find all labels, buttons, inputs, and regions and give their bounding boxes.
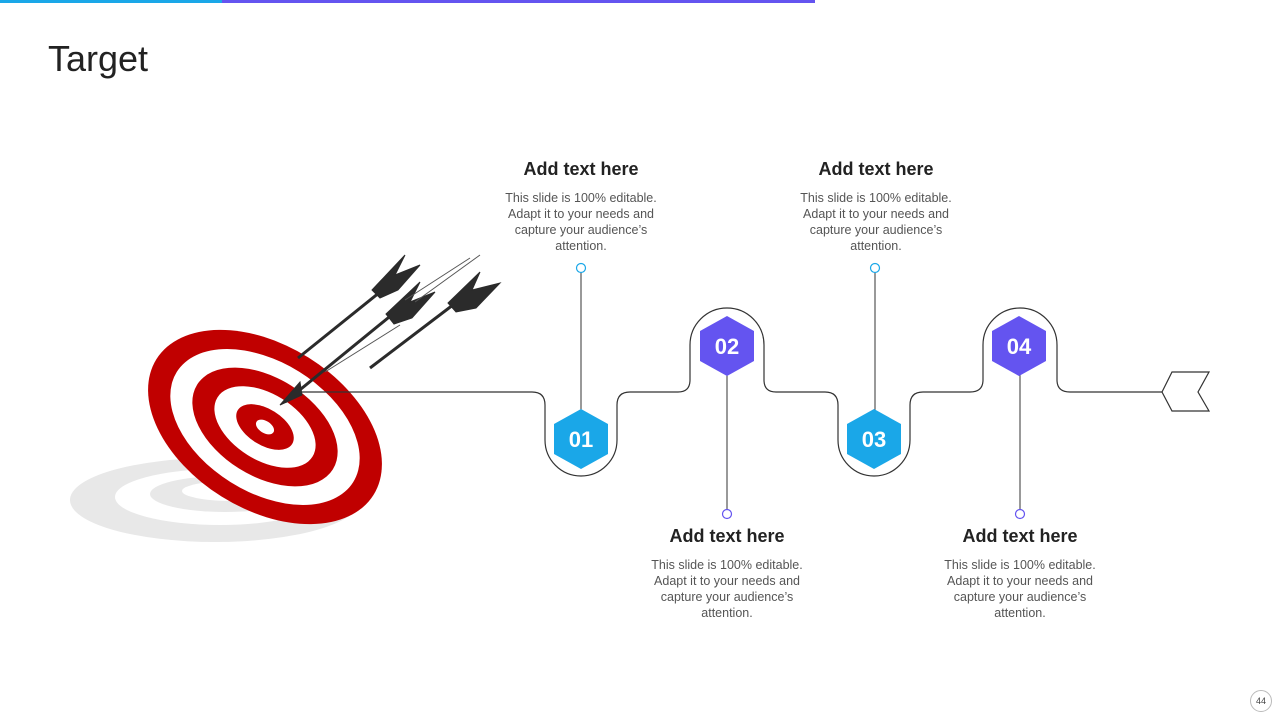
page-number: 44 <box>1250 690 1272 712</box>
step-number-02: 02 <box>714 334 740 359</box>
step-heading-04: Add text here <box>962 526 1078 546</box>
connector-dot-02 <box>723 510 732 519</box>
flag-icon <box>1162 372 1209 411</box>
step-body-01: This slide is 100% editable. Adapt it to your needs and capture your audience’s attention. <box>505 191 657 253</box>
step-number-01: 01 <box>568 427 594 452</box>
step-heading-03: Add text here <box>818 159 934 179</box>
connector-dot-03 <box>871 264 880 273</box>
step-heading-01: Add text here <box>523 159 639 179</box>
step-hexagon-02 <box>700 316 754 376</box>
step-text-03 <box>791 159 961 254</box>
step-text-04 <box>935 526 1105 621</box>
connector-dot-01 <box>577 264 586 273</box>
step-text-01 <box>496 159 666 254</box>
step-heading-02: Add text here <box>669 526 785 546</box>
step-text-02 <box>642 526 812 621</box>
step-hexagon-03 <box>847 409 901 469</box>
step-number-04: 04 <box>1006 334 1032 359</box>
connector-dot-04 <box>1016 510 1025 519</box>
step-hexagon-01 <box>554 409 608 469</box>
step-number-03: 03 <box>861 427 887 452</box>
slide-title: Target <box>48 38 149 79</box>
step-body-02: This slide is 100% editable. Adapt it to your needs and capture your audience’s attention. <box>651 558 803 620</box>
step-body-03: This slide is 100% editable. Adapt it to your needs and capture your audience’s attention. <box>800 191 952 253</box>
step-body-04: This slide is 100% editable. Adapt it to your needs and capture your audience’s attention. <box>944 558 1096 620</box>
step-hexagon-04 <box>992 316 1046 376</box>
